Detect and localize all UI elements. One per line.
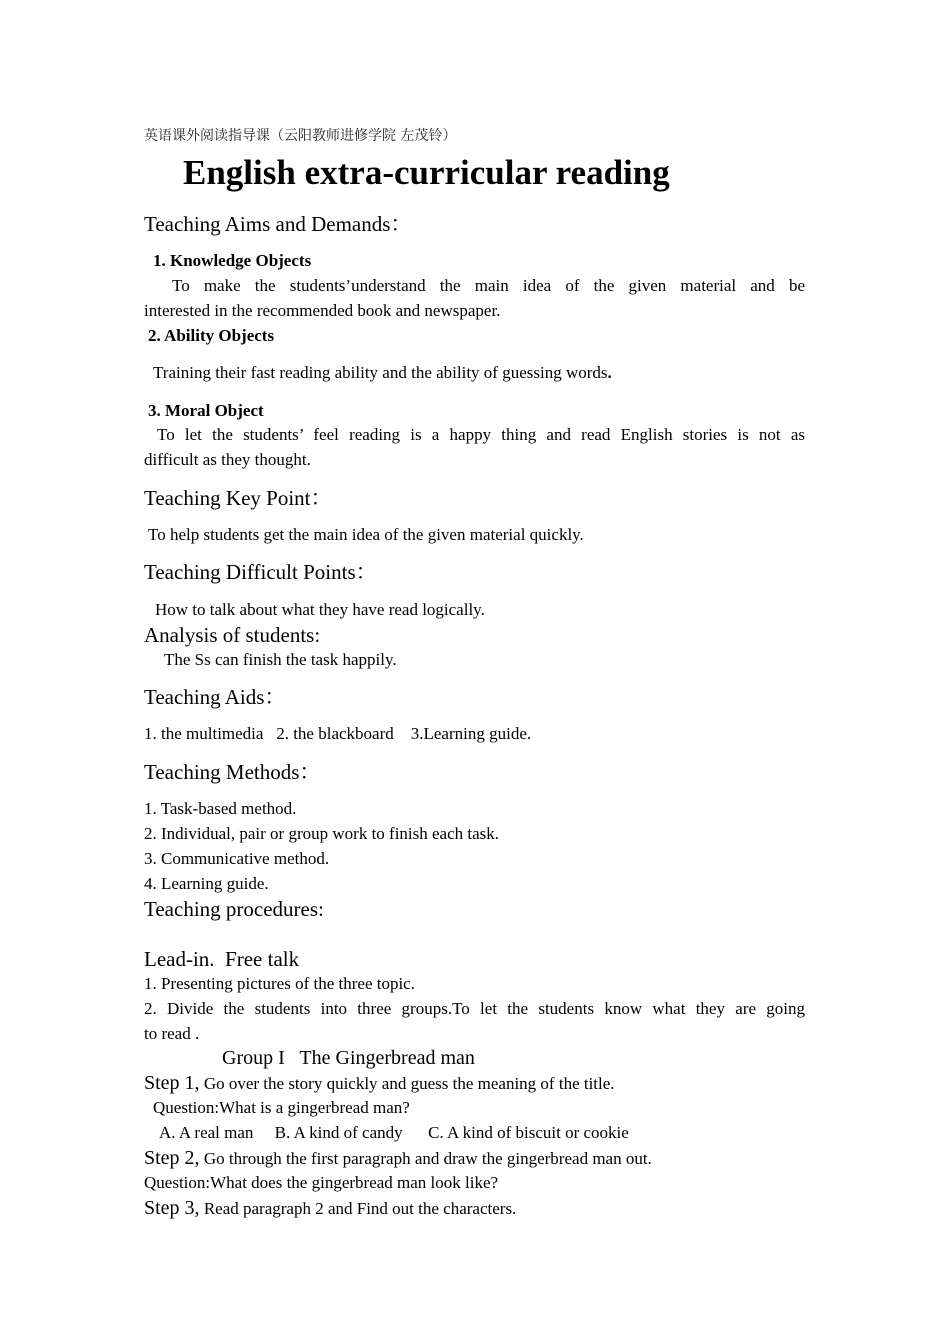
aims-heading: Teaching Aims and Demands：: [144, 212, 412, 236]
knowledge-heading: 1. Knowledge Objects: [153, 251, 312, 270]
group-heading: Group I The Gingerbread man: [222, 1047, 475, 1069]
aids-heading: Teaching Aids：: [144, 685, 286, 709]
knowledge-text-line1: To make the students’understand the main idea of the given material and be: [172, 276, 805, 295]
methods-item: 4. Learning guide.: [144, 874, 269, 893]
methods-item: 3. Communicative method.: [144, 849, 330, 868]
step-2-question: Question:What does the gingerbread man look like?: [144, 1173, 499, 1192]
difficult-text: How to talk about what they have read logically.: [155, 600, 485, 619]
step-1-question: Question:What is a gingerbread man?: [153, 1098, 410, 1117]
leadin-item-2-line1: 2. Divide the students into three groups.To let the students know what they are going: [144, 999, 805, 1018]
leadin-item-2-line2: to read .: [144, 1024, 200, 1043]
leadin-item-1: 1. Presenting pictures of the three topic.: [144, 974, 415, 993]
methods-item: 2. Individual, pair or group work to finish each task.: [144, 824, 500, 843]
moral-text-line2: difficult as they thought.: [144, 450, 311, 469]
header-chinese: 英语课外阅读指导课（云阳教师进修学院 左茂铃）: [144, 128, 457, 144]
methods-item: 1. Task-based method.: [144, 799, 297, 818]
ability-heading: 2. Ability Objects: [148, 326, 275, 345]
step-1: Step 1, Go over the story quickly and guess the meaning of the title.: [144, 1072, 615, 1094]
procedures-heading: Teaching procedures:: [144, 897, 324, 921]
methods-heading: Teaching Methods：: [144, 760, 321, 784]
leadin-heading: Lead-in. Free talk: [144, 947, 300, 971]
analysis-text: The Ss can finish the task happily.: [164, 650, 397, 669]
step-2: Step 2, Go through the first paragraph and draw the gingerbread man out.: [144, 1147, 652, 1169]
step-3: Step 3, Read paragraph 2 and Find out the characters.: [144, 1197, 517, 1219]
aids-text: 1. the multimedia 2. the blackboard 3.Learning guide.: [144, 724, 532, 743]
page-title: English extra-curricular reading: [183, 153, 670, 192]
key-point-heading: Teaching Key Point：: [144, 486, 332, 510]
moral-text-line1: To let the students’ feel reading is a happy thing and read English stories is not as: [157, 425, 805, 444]
difficult-heading: Teaching Difficult Points：: [144, 560, 377, 584]
knowledge-text-line2: interested in the recommended book and newspaper.: [144, 301, 501, 320]
analysis-heading: Analysis of students:: [144, 623, 321, 647]
step-1-options: A. A real man B. A kind of candy C. A kind of biscuit or cookie: [159, 1123, 629, 1142]
key-point-text: To help students get the main idea of the given material quickly.: [148, 525, 584, 544]
ability-text: Training their fast reading ability and the ability of guessing words.: [153, 363, 612, 382]
moral-heading: 3. Moral Object: [148, 401, 264, 420]
